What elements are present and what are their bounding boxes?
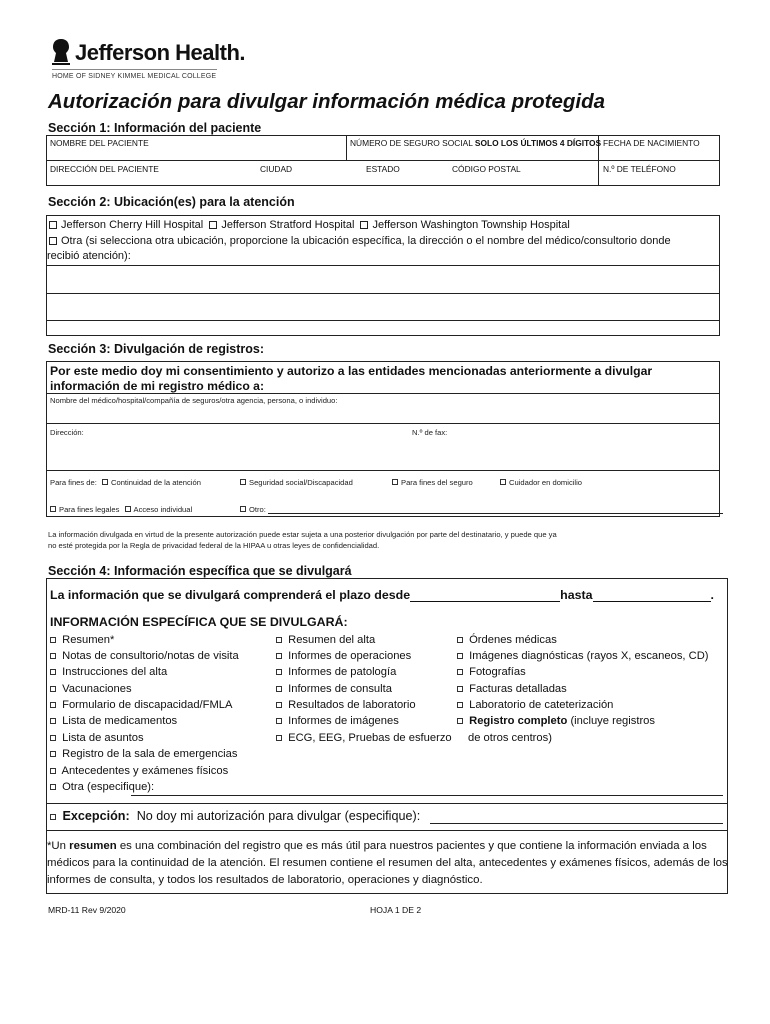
section4-heading: Sección 4: Información específica que se divulgará (48, 564, 352, 578)
item-label: Informes de imágenes (288, 715, 399, 727)
purpose-insurance (392, 478, 473, 487)
divider (46, 320, 720, 321)
brand-name: Jefferson Health. (75, 40, 245, 65)
checkbox[interactable] (50, 686, 56, 692)
list-item (50, 715, 177, 727)
city-field[interactable]: CIUDAD (260, 164, 293, 174)
exception-row (50, 809, 420, 823)
period-row (50, 588, 714, 602)
purpose-social-security-label: Seguridad social/Discapacidad (249, 478, 353, 487)
checkbox[interactable] (457, 637, 463, 643)
other-location-label: Otra (si selecciona otra ubicación, proporcione la ubicación específica, la dirección o el nombre del médico/consultorio donde (61, 235, 671, 247)
other-location-input-1[interactable] (47, 266, 719, 293)
checkbox-continuity[interactable] (102, 479, 108, 485)
purpose-caregiver-label: Cuidador en domicilio (509, 478, 583, 487)
consent-statement-2: información de mi registro médico a: (50, 379, 265, 393)
item-label: Informes de operaciones (288, 650, 412, 662)
complete-record-note: (incluye registros (570, 715, 655, 727)
divider (346, 135, 347, 160)
list-item (50, 748, 237, 760)
page-number: HOJA 1 DE 2 (370, 905, 422, 915)
list-item (50, 732, 144, 744)
list-item (276, 650, 411, 662)
list-item (457, 666, 526, 678)
ssn-label: NÚMERO DE SEGURO SOCIAL (350, 138, 473, 148)
redisclosure-notice-2: no esté protegida por la Regla de privacidad federal de la HIPAA u otras leyes de confidencialidad. (48, 541, 380, 550)
note-line-1: es una combinación del registro que es más útil para nuestros pacientes y que contiene la información enviada a los (119, 840, 707, 852)
checkbox[interactable] (457, 686, 463, 692)
form-id: MRD-11 Rev 9/2020 (48, 905, 126, 915)
purpose-insurance-label: Para fines del seguro (401, 478, 473, 487)
checkbox-other-purpose[interactable] (240, 506, 246, 512)
other-location-label-2: recibió atención): (47, 250, 131, 262)
purpose-social-security (240, 478, 353, 487)
item-label: Vacunaciones (62, 683, 132, 695)
checkbox[interactable] (276, 735, 282, 741)
purpose-row (50, 478, 720, 487)
item-label: Imágenes diagnósticas (rayos X, escaneos, CD) (469, 650, 709, 662)
ssn-label-bold: SOLO LOS ÚLTIMOS 4 DÍGITOS (474, 138, 602, 148)
list-item (457, 699, 613, 711)
checkbox-caregiver[interactable] (500, 479, 506, 485)
item-label: Laboratorio de cateterización (469, 699, 614, 711)
item-label: Instrucciones del alta (62, 666, 168, 678)
list-item (50, 666, 167, 678)
item-label: Notas de consultorio/notas de visita (62, 650, 239, 662)
logo-divider (52, 69, 217, 70)
item-label: Lista de medicamentos (62, 715, 178, 727)
list-item (276, 699, 416, 711)
tagline: HOME OF SIDNEY KIMMEL MEDICAL COLLEGE (52, 73, 217, 80)
item-label: Órdenes médicas (469, 634, 557, 646)
checkbox-individual-access[interactable] (125, 506, 131, 512)
checkbox[interactable] (50, 637, 56, 643)
consent-statement: Por este medio doy mi consentimiento y autorizo a las entidades mencionadas anteriormente a divulgar (50, 364, 653, 378)
checkbox[interactable] (276, 653, 282, 659)
checkbox-legal[interactable] (50, 506, 56, 512)
list-item (457, 683, 567, 695)
location-washington-label: Jefferson Washington Township Hospital (372, 219, 570, 231)
location-stratford-label: Jefferson Stratford Hospital (221, 219, 355, 231)
exception-input[interactable] (430, 823, 723, 824)
period-end: . (710, 588, 714, 602)
list-item (276, 715, 399, 727)
purpose-other-label: Otro: (249, 505, 266, 514)
item-label: Formulario de discapacidad/FMLA (62, 699, 233, 711)
fax-field[interactable]: N.º de fax: (412, 428, 448, 437)
purpose-other (240, 505, 266, 514)
list-item (457, 715, 655, 727)
checkbox[interactable] (457, 718, 463, 724)
section1-heading: Sección 1: Información del paciente (48, 121, 262, 135)
location-cherry-hill-label: Jefferson Cherry Hill Hospital (61, 219, 204, 231)
item-label: Resumen del alta (288, 634, 376, 646)
redisclosure-notice: La información divulgada en virtud de la presente autorización puede estar sujeta a una posterior divulgación por parte del destinatario, y puede que ya (48, 530, 557, 539)
info-list-heading: INFORMACIÓN ESPECÍFICA QUE SE DIVULGARÁ: (50, 615, 348, 629)
list-item (50, 683, 132, 695)
item-label: ECG, EEG, Pruebas de esfuerzo (288, 732, 452, 744)
checkbox[interactable] (276, 718, 282, 724)
note-star: *Un (47, 840, 66, 852)
item-label: Fotografías (469, 666, 526, 678)
list-item (50, 650, 239, 662)
other-location-row (49, 235, 671, 247)
period-from-label: La información que se divulgará comprenderá el plazo desde (50, 588, 411, 602)
item-label: Informes de consulta (288, 683, 392, 695)
purpose-legal (50, 505, 192, 514)
checkbox[interactable] (276, 637, 282, 643)
item-label: Resumen* (62, 634, 115, 646)
checkbox[interactable] (276, 702, 282, 708)
period-to-label: hasta (560, 588, 593, 602)
jefferson-emblem-icon (50, 38, 72, 65)
list-item (50, 781, 154, 793)
purpose-continuity-label: Continuidad de la atención (110, 478, 201, 487)
purpose-caregiver (500, 478, 582, 487)
checkbox[interactable] (50, 653, 56, 659)
section3-heading: Sección 3: Divulgación de registros: (48, 342, 265, 356)
state-field[interactable]: ESTADO (366, 164, 400, 174)
item-label: Informes de patología (288, 666, 397, 678)
list-item: de otros centros) (468, 732, 552, 744)
checkbox-other-location[interactable] (49, 237, 57, 245)
checkbox[interactable] (457, 653, 463, 659)
note-bold: resumen (69, 840, 117, 852)
locations-row (49, 219, 570, 231)
section2-heading: Sección 2: Ubicación(es) para la atención (48, 195, 295, 209)
checkbox[interactable] (50, 768, 56, 774)
patient-address-field[interactable]: DIRECCIÓN DEL PACIENTE (50, 164, 159, 174)
checkbox-cherry-hill[interactable] (49, 221, 57, 229)
checkbox[interactable] (50, 669, 56, 675)
divider (46, 423, 720, 424)
divider (46, 470, 720, 471)
divider (46, 393, 720, 394)
purpose-prefix: Para fines de: (50, 478, 97, 487)
page-title: Autorización para divulgar información médica protegida (48, 90, 606, 113)
recipient-field[interactable]: Nombre del médico/hospital/compañía de seguros/otra agencia, persona, o individuo: (50, 396, 338, 405)
checkbox[interactable] (276, 669, 282, 675)
ssn-field[interactable] (350, 138, 601, 148)
patient-name-field[interactable]: NOMBRE DEL PACIENTE (50, 138, 149, 148)
other-info-input[interactable] (131, 795, 723, 796)
checkbox-stratford[interactable] (209, 221, 217, 229)
period-from-input[interactable] (410, 588, 560, 602)
purpose-individual-access-label: Acceso individual (133, 505, 193, 514)
divider (46, 160, 720, 161)
exception-label: Excepción: (62, 809, 130, 823)
list-item (50, 634, 114, 646)
checkbox[interactable] (457, 702, 463, 708)
checkbox-exception[interactable] (50, 814, 56, 820)
checkbox[interactable] (50, 718, 56, 724)
other-location-input-2[interactable] (47, 294, 719, 320)
checkbox-social-security[interactable] (240, 479, 246, 485)
list-item (457, 634, 557, 646)
list-item (457, 650, 709, 662)
checkbox[interactable] (50, 751, 56, 757)
note-line-2: médicos para la continuidad de la atención. El resumen contiene el resumen del alta, antecedentes y exámenes físicos, además de los (47, 857, 728, 869)
checkbox[interactable] (50, 702, 56, 708)
item-label: Otra (especifique): (62, 781, 155, 793)
recipient-address-field[interactable]: Dirección: (50, 428, 84, 437)
divider (46, 803, 728, 804)
list-item (50, 765, 228, 777)
checkbox[interactable] (50, 735, 56, 741)
checkbox-insurance[interactable] (392, 479, 398, 485)
summary-note (47, 838, 727, 889)
item-label: Resultados de laboratorio (288, 699, 416, 711)
exception-text: No doy mi autorización para divulgar (especifique): (136, 809, 421, 823)
checkbox[interactable] (276, 686, 282, 692)
checkbox[interactable] (50, 784, 56, 790)
list-item (276, 683, 392, 695)
item-label: Antecedentes y exámenes físicos (61, 765, 229, 777)
checkbox[interactable] (457, 669, 463, 675)
dob-field[interactable]: FECHA DE NACIMIENTO (603, 138, 700, 148)
zip-field[interactable]: CÓDIGO POSTAL (452, 164, 521, 174)
note-line-3: informes de consulta, y todos los resultados de laboratorio, operaciones y diagnóstico. (47, 874, 483, 886)
list-item (50, 699, 232, 711)
item-label: Facturas detalladas (469, 683, 567, 695)
list-item (276, 666, 396, 678)
phone-field[interactable]: N.º DE TELÉFONO (603, 164, 676, 174)
item-label: Lista de asuntos (62, 732, 144, 744)
purpose-legal-label: Para fines legales (59, 505, 120, 514)
complete-record-label: Registro completo (469, 715, 568, 727)
item-label: Registro de la sala de emergencias (62, 748, 238, 760)
list-item (276, 732, 452, 744)
period-to-input[interactable] (593, 588, 711, 602)
checkbox-washington[interactable] (360, 221, 368, 229)
divider (46, 830, 728, 831)
list-item (276, 634, 375, 646)
other-purpose-input[interactable] (268, 513, 723, 514)
